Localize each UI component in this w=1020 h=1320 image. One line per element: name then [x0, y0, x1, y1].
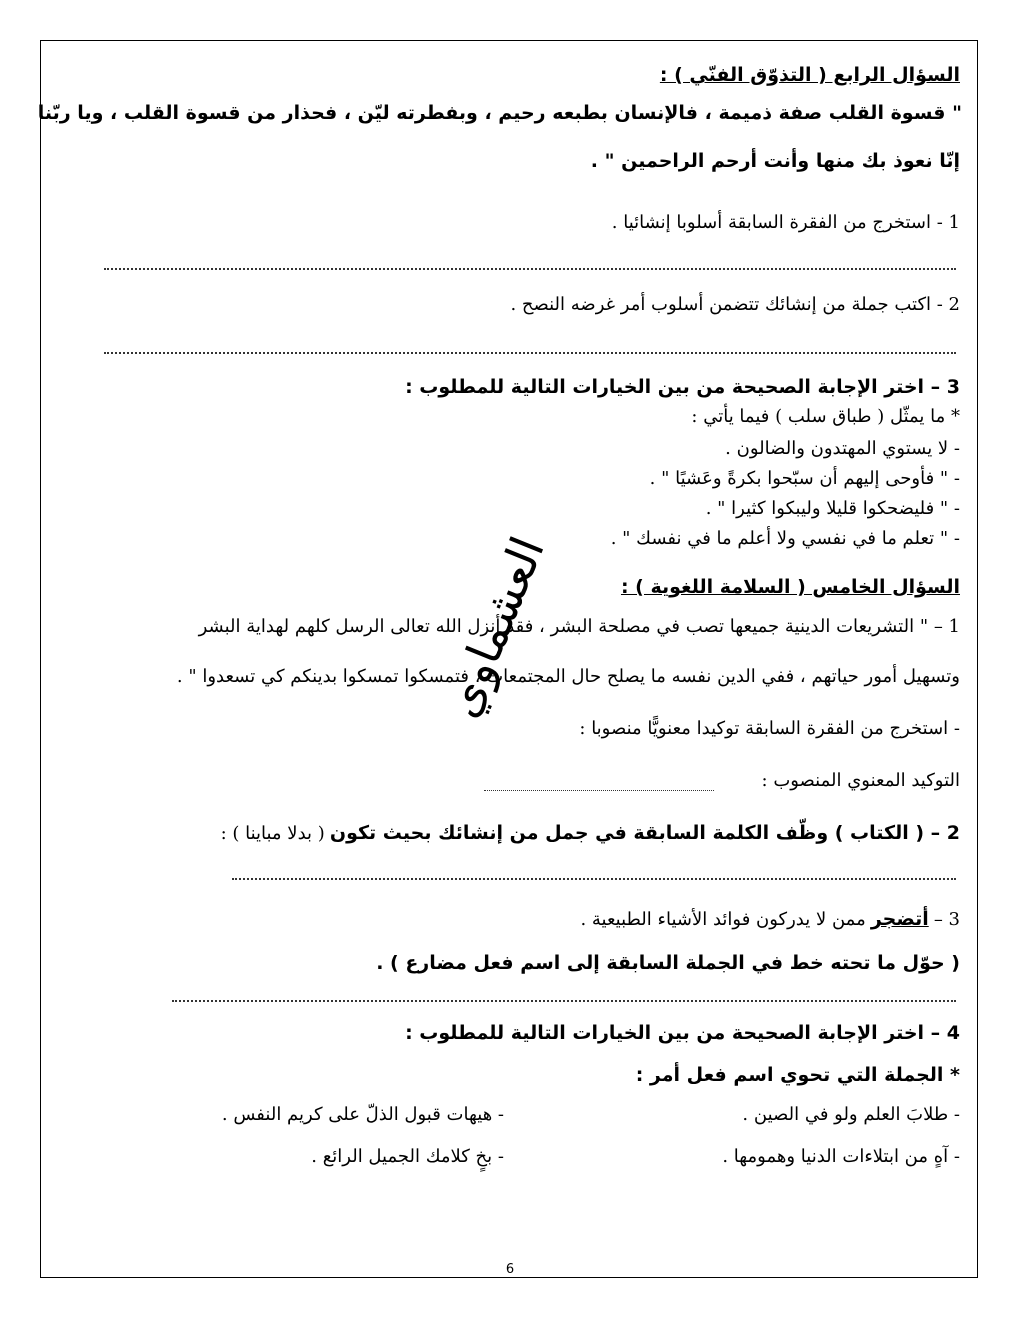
- q4-paragraph-line2: إنّا نعوذ بك منها وأنت أرحم الراحمين " .: [590, 150, 960, 172]
- choice-item[interactable]: - آهٍ من ابتلاءات الدنيا وهمومها .: [722, 1146, 960, 1167]
- watermark: العشماوي: [434, 529, 555, 725]
- q5-item1-answer-label: التوكيد المعنوي المنصوب :: [761, 770, 960, 791]
- q5-item4-question: * الجملة التي تحوي اسم فعل أمر :: [635, 1064, 960, 1086]
- q5-item1-task: - استخرج من الفقرة السابقة توكيدا معنويًّا منصوبا :: [579, 718, 960, 739]
- q4-item2: 2 - اكتب جملة من إنشائك تتضمن أسلوب أمر غرضه النصح .: [510, 294, 960, 315]
- q5-item2-suffix: ( بدلا مباينا ) :: [220, 823, 325, 844]
- q4-paragraph-line1: " قسوة القلب صفة ذميمة ، فالإنسان بطبعه رحيم ، وبفطرته ليّن ، فحذار من قسوة القلب ، ويا ربّنا: [37, 102, 962, 124]
- answer-line[interactable]: [104, 268, 956, 270]
- q5-item3-task: ( حوّل ما تحته خط في الجملة السابقة إلى اسم فعل مضارع ) .: [376, 952, 960, 974]
- option-item[interactable]: - " فأوحى إليهم أن سبّحوا بكرةً وعَشيًا " .: [649, 468, 960, 489]
- q5-item3: [580, 908, 960, 930]
- q5-item2-text: 2 – ( الكتاب ) وظّف الكلمة السابقة في جمل من إنشائك بحيث تكون: [329, 822, 960, 844]
- answer-line[interactable]: [172, 1000, 956, 1002]
- q5-item3-underlined: أتضجر: [870, 908, 929, 930]
- q4-item1: 1 - استخرج من الفقرة السابقة أسلوبا إنشائيا .: [611, 212, 960, 233]
- choice-item[interactable]: - طلابَ العلم ولو في الصين .: [742, 1104, 960, 1125]
- answer-line[interactable]: [104, 352, 956, 354]
- q5-item2: [221, 822, 960, 844]
- q4-item3-title: 3 – اختر الإجابة الصحيحة من بين الخيارات التالية للمطلوب :: [405, 376, 960, 398]
- page-number: 6: [505, 1262, 515, 1277]
- option-item[interactable]: - " تعلم ما في نفسي ولا أعلم ما في نفسك " .: [610, 528, 960, 549]
- q5-item4-title: 4 – اختر الإجابة الصحيحة من بين الخيارات التالية للمطلوب :: [405, 1022, 960, 1044]
- q4-item3-question: * ما يمثّل ( طباق سلب ) فيما يأتي :: [691, 406, 960, 427]
- q5-item3-rest: ممن لا يدركون فوائد الأشياء الطبيعية .: [580, 909, 866, 930]
- option-item[interactable]: - لا يستوي المهتدون والضالون .: [725, 438, 960, 459]
- answer-line[interactable]: [484, 790, 714, 791]
- q5-item3-num: 3 –: [933, 909, 960, 930]
- q5-title: السؤال الخامس ( السلامة اللغوية ) :: [620, 576, 960, 598]
- q4-title: السؤال الرابع ( التذوّق الفنّي ) :: [659, 64, 960, 86]
- option-item[interactable]: - " فليضحكوا قليلا وليبكوا كثيرا " .: [705, 498, 960, 519]
- q5-item1-line2: وتسهيل أمور حياتهم ، ففي الدين نفسه ما يصلح حال المجتمعات ، فتمسكوا تمسكوا بدينكم كي تسعدوا " .: [176, 666, 960, 687]
- answer-line[interactable]: [232, 878, 956, 880]
- choice-item[interactable]: - بخٍ كلامك الجميل الرائع .: [311, 1146, 504, 1167]
- choice-item[interactable]: - هيهات قبول الذلّ على كريم النفس .: [221, 1104, 504, 1125]
- q5-item1-line1: 1 – " التشريعات الدينية جميعها تصب في مصلحة البشر ، فقد أنزل الله تعالى الرسل كلهم لهداية البشر: [198, 616, 960, 637]
